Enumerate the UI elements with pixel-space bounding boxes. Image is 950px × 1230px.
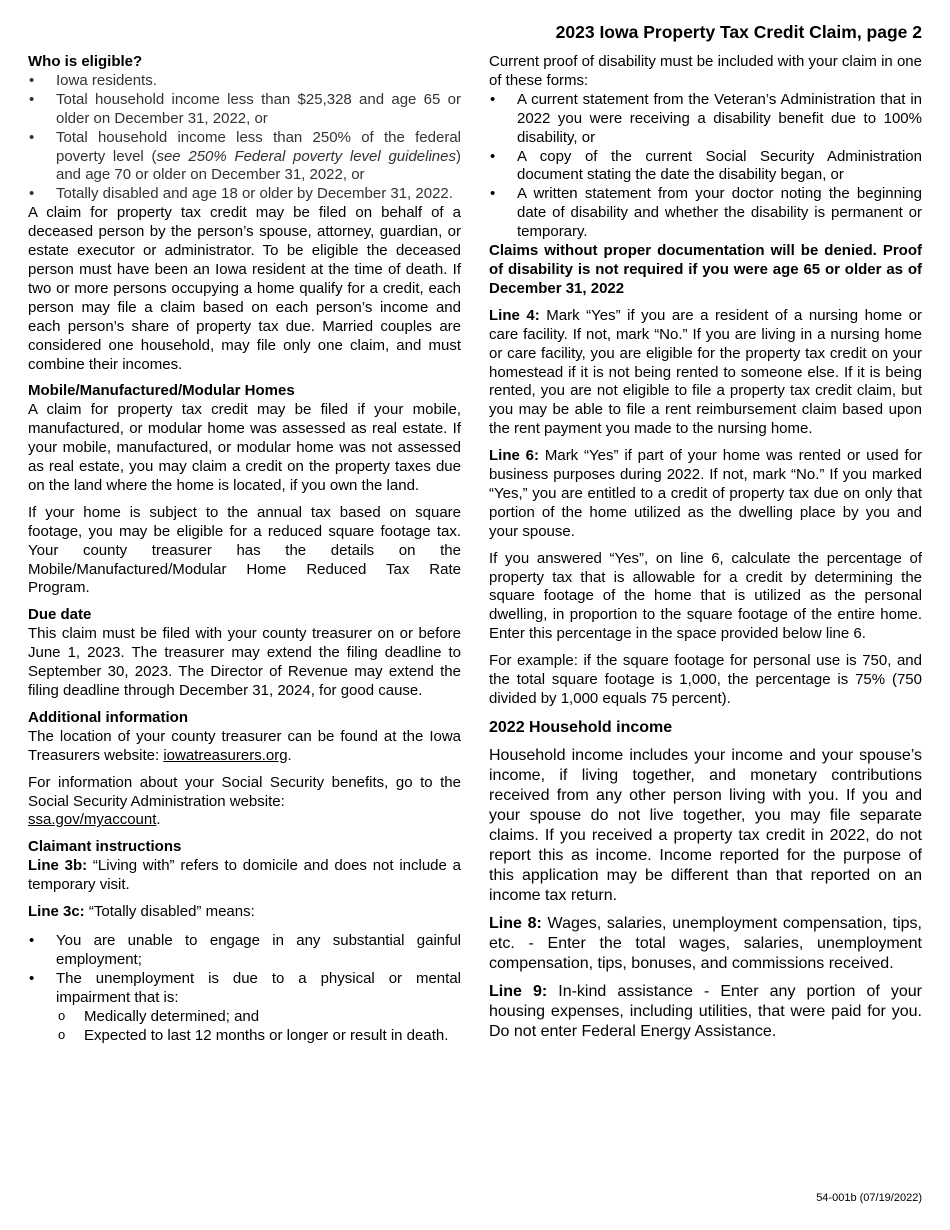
totally-disabled-list xyxy=(28,932,461,1045)
iowatreasurers-link[interactable]: iowatreasurers.org xyxy=(163,746,288,764)
list-item xyxy=(28,970,461,1046)
line-6-paragraph xyxy=(489,447,922,542)
due-date-heading: Due date xyxy=(28,606,92,624)
example-paragraph: For example: if the square footage for personal use is 750, and the total square footage is 1,000, the percentage is 75% (750 divided by 1,000 equals 75 percent). xyxy=(489,652,922,707)
period: . xyxy=(287,746,292,764)
item-text: ) and age 70 or older on December 31, 2022, or xyxy=(56,147,461,184)
eligible-heading: Who is eligible? xyxy=(28,53,143,70)
line-9-text: In-kind assistance - Enter any portion of your housing expenses, including utilities, that were paid for you. Do not enter Federal Energy Assistance. xyxy=(489,982,923,1040)
social-security-paragraph xyxy=(28,774,461,831)
line-8-text: Wages, salaries, unemployment compensation, tips, etc. - Enter the total wages, salaries, unemployment compensation, tips, bonuses, and commissions received. xyxy=(489,914,923,972)
paragraph-text: For information about your Social Security benefits, go to the Social Security Administration website: xyxy=(28,773,461,810)
list-item: • Total household income less than $25,328 and age 65 or older on December 31, 2022, or xyxy=(28,91,461,129)
list-item: • A copy of the current Social Security Administration document stating the date the disability began, or xyxy=(489,148,922,186)
due-date-paragraph: This claim must be filed with your county treasurer on or before June 1, 2023. The treasurer may extend the filing deadline to September 30, 2023. The Director of Revenue may extend the filing deadline through December 31, 2024, for good cause. xyxy=(28,625,461,699)
line-9-label: Line 9: xyxy=(489,982,548,1000)
list-item: • A written statement from your doctor noting the beginning date of disability and whether the disability is permanent or temporary. xyxy=(489,185,922,242)
poverty-guidelines-reference: see 250% Federal poverty level guidelines xyxy=(156,147,456,165)
form-number: 54-001b (07/19/2022) xyxy=(816,1192,922,1204)
proof-intro: Current proof of disability must be included with your claim in one of these forms: xyxy=(489,53,922,89)
line-6-followup-paragraph: If you answered “Yes”, on line 6, calculate the percentage of property tax that is allowable for a credit by determining the square footage of the home that is utilized as the personal dwelling, in proportion to the square footage of the entire home. Enter this percentage in the space provided below line 6. xyxy=(489,549,922,643)
line-3b-paragraph xyxy=(28,857,461,895)
item-text: Total household income less than 250% of the federal poverty level ( xyxy=(56,128,461,165)
right-column xyxy=(489,53,922,1050)
ssa-myaccount-link[interactable]: ssa.gov/myaccount xyxy=(28,811,157,829)
line-3b-label: Line 3b: xyxy=(28,857,88,875)
deceased-paragraph: A claim for property tax credit may be filed on behalf of a deceased person by the person’s spouse, attorney, guardian, or estate executor or administrator. To be eligible the deceased person must have been an Iowa resident at the time of death. If two or more persons occupying a home qualify for a credit, each person may file a claim based on each person’s income and each person’s share of property tax due. Married couples are considered one household, may file only one claim, and must combine their incomes. xyxy=(28,204,461,373)
item-text: The unemployment is due to a physical or mental impairment that is: xyxy=(56,969,461,1006)
line-6-text: Mark “Yes” if part of your home was rented or used for business purposes during 2022. If not, mark “No.” If you marked “Yes,” you are entitled to a credit of property tax due on only that portion of the home utilized as the dwelling place by you and your spouse. xyxy=(489,447,923,540)
mobile-homes-paragraph-2: If your home is subject to the annual tax based on square footage, you may be eligible for a reduced square footage tax. Your county treasurer has the details on the Mobile/Manufactured/Modular Home Reduced Tax Rate Program. xyxy=(28,503,461,597)
line-3b-text: “Living with” refers to domicile and does not include a temporary visit. xyxy=(28,857,461,894)
eligible-list xyxy=(28,72,461,204)
page-title: 2023 Iowa Property Tax Credit Claim, page 2 xyxy=(555,22,922,42)
line-3c-label: Line 3c: xyxy=(28,903,85,921)
line-4-text: Mark “Yes” if you are a resident of a nursing home or care facility. If not, mark “No.” If you are living in a nursing home or care facility, you are eligible for the property tax credit on your homestead if it is not being rented to someone else. If it is being rented, you are not eligible to file a property tax credit claim, but you may be able to file a rent reimbursement claim based upon the rent payment you made to the nursing home. xyxy=(489,306,922,438)
line-6-label: Line 6: xyxy=(489,447,540,465)
line-8-label: Line 8: xyxy=(489,914,542,932)
line-8-paragraph xyxy=(489,914,922,974)
treasurer-location-paragraph xyxy=(28,728,461,766)
sublist-item: o Medically determined; and xyxy=(56,1008,461,1027)
list-item: • You are unable to engage in any substantial gainful employment; xyxy=(28,932,461,970)
period: . xyxy=(156,811,161,829)
impairment-sublist xyxy=(56,1008,461,1046)
list-item xyxy=(28,129,461,186)
household-income-heading: 2022 Household income xyxy=(489,718,673,736)
paragraph-text: The location of your county treasurer can be found at the Iowa Treasurers website: xyxy=(28,727,461,764)
line-3c-text: “Totally disabled” means: xyxy=(84,903,255,921)
proof-list xyxy=(489,91,922,242)
mobile-homes-paragraph-1: A claim for property tax credit may be filed if your mobile, manufactured, or modular home was assessed as real estate. If your mobile, manufactured, or modular home was not assessed as real estate, you may claim a credit on the property taxes due on the land where the home is located, if you own the land. xyxy=(28,401,461,494)
line-4-label: Line 4: xyxy=(489,306,540,324)
household-income-paragraph: Household income includes your income and your spouse’s income, if living together, and monetary contributions received from any other person living with you. If you and your spouse do not live together, you may file separate claims. If you received a property tax credit in 2022, do not report this as income. Income reported for the purpose of this application may be different than that reported on an income tax return. xyxy=(489,746,922,904)
line-3c-paragraph xyxy=(28,903,461,922)
line-4-paragraph xyxy=(489,307,922,439)
denied-note: Claims without proper documentation will be denied. Proof of disability is not required if you were age 65 or older as of December 31, 2022 xyxy=(489,242,922,297)
line-9-paragraph xyxy=(489,982,922,1042)
mobile-homes-heading: Mobile/Manufactured/Modular Homes xyxy=(28,382,295,400)
left-column xyxy=(28,53,461,1045)
sublist-item: o Expected to last 12 months or longer or result in death. xyxy=(56,1027,461,1046)
claimant-instructions-heading: Claimant instructions xyxy=(28,838,182,856)
list-item: • Iowa residents. xyxy=(28,72,461,91)
list-item: • A current statement from the Veteran’s Administration that in 2022 you were receiving a disability benefit due to 100% disability, or xyxy=(489,91,922,148)
additional-info-heading: Additional information xyxy=(28,708,188,726)
list-item: • Totally disabled and age 18 or older by December 31, 2022. xyxy=(28,185,461,204)
